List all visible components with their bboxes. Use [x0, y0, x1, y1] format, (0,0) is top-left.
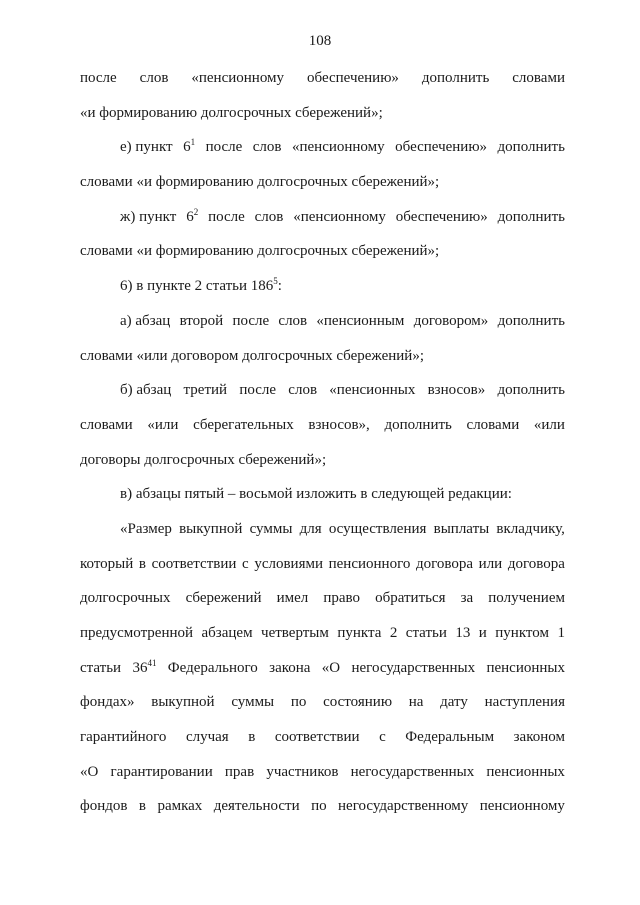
word: деятельности	[213, 798, 300, 815]
word: который	[80, 555, 134, 572]
word: долгосрочных	[80, 590, 171, 607]
word: осуществления	[328, 520, 427, 537]
word: соответствии	[274, 729, 360, 746]
word: с	[242, 555, 249, 572]
superscript: 2	[193, 206, 199, 217]
word: и	[478, 625, 487, 641]
word: $36^{41}$	[132, 657, 157, 676]
document-body	[80, 67, 565, 830]
word: дополнить	[497, 208, 565, 225]
word: выкупной	[151, 694, 215, 711]
word: негосударственных	[351, 659, 476, 676]
word: договора	[507, 555, 565, 572]
text-line	[80, 761, 565, 796]
word: «Размер	[120, 520, 172, 537]
word: слов	[139, 70, 169, 86]
word: за	[460, 590, 474, 607]
word: рамках	[157, 798, 203, 815]
word: с	[379, 729, 386, 746]
word: $6^2$	[186, 206, 199, 225]
text-line	[80, 240, 565, 275]
word: после	[232, 312, 270, 329]
word: словами	[466, 416, 520, 433]
word: гарантийного	[80, 729, 167, 746]
text-line	[80, 622, 565, 657]
word: ж) пункт	[120, 208, 177, 225]
superscript: 41	[147, 657, 157, 668]
word: пункта	[337, 625, 382, 641]
word: соответствии	[151, 555, 237, 572]
text-line	[80, 67, 565, 102]
line-text: словами «или договором долгосрочных сбережений»;	[80, 347, 424, 364]
line-text: договоры долгосрочных сбережений»;	[80, 451, 327, 468]
word: дополнить	[497, 312, 565, 329]
text-line	[80, 483, 565, 518]
text-line	[80, 275, 565, 310]
word: взносов»	[427, 382, 486, 399]
text-line	[80, 206, 565, 241]
word: Федерального	[167, 659, 258, 676]
word: вкладчику,	[496, 520, 565, 537]
word: статьи	[80, 659, 122, 676]
word: после	[80, 70, 117, 86]
word: после	[208, 208, 245, 225]
word: договора	[415, 555, 474, 572]
text-line	[80, 726, 565, 761]
word: выкупной	[179, 520, 243, 537]
line-text: 6) в пункте 2 статьи $186^5$:	[120, 276, 282, 295]
word: право	[323, 590, 361, 607]
line-text: в) абзацы пятый – восьмой изложить в следующей редакции:	[120, 486, 512, 503]
word: «О	[80, 763, 99, 780]
word: фондов	[80, 798, 128, 815]
word: 1	[557, 625, 565, 641]
word: или	[478, 555, 503, 572]
word: сберегательных	[193, 416, 294, 433]
word: негосударственных	[350, 763, 475, 780]
word: имел	[276, 590, 309, 607]
word: $6^1$	[183, 137, 196, 156]
word: словами	[80, 416, 133, 433]
word: четвертым	[261, 625, 329, 641]
word: в	[138, 555, 147, 572]
word: пенсионного	[328, 555, 411, 572]
word: Федеральным	[405, 729, 495, 746]
word: состоянию	[323, 694, 393, 711]
word: обратиться	[375, 590, 446, 607]
word: словами	[512, 70, 565, 86]
word: обеспечению»	[395, 139, 488, 156]
text-line	[80, 136, 565, 171]
text-line	[80, 414, 565, 449]
word: «пенсионному	[293, 208, 386, 225]
word: б) абзац	[120, 382, 172, 399]
word: участников	[266, 763, 339, 780]
word: взносов»,	[308, 416, 370, 433]
word: на	[408, 694, 424, 711]
superscript: 1	[190, 137, 196, 148]
word: слов	[278, 312, 308, 329]
word: слов	[254, 208, 284, 225]
word: законом	[513, 729, 565, 746]
text-line	[80, 518, 565, 553]
word: обеспечению»	[307, 70, 399, 86]
word: «пенсионному	[191, 70, 285, 86]
word: сбережений	[185, 590, 262, 607]
word: прав	[224, 763, 255, 780]
word: слов	[252, 139, 282, 156]
word: статьи	[405, 625, 447, 641]
text-line	[80, 310, 565, 345]
word: условиями	[254, 555, 323, 572]
word: «или	[147, 416, 179, 433]
line-text: «и формированию долгосрочных сбережений»;	[80, 104, 383, 121]
text-line	[80, 102, 565, 137]
word: случая	[185, 729, 229, 746]
word: предусмотренной	[80, 625, 194, 641]
word: по	[311, 798, 327, 815]
text-line	[80, 449, 565, 484]
word: третий	[183, 382, 228, 399]
text-line	[80, 657, 565, 692]
word: обеспечению»	[395, 208, 488, 225]
word: после	[239, 382, 277, 399]
word: по	[290, 694, 307, 711]
word: дополнить	[497, 382, 565, 399]
word: а) абзац	[120, 312, 171, 329]
page-number: 108	[308, 33, 332, 49]
word: пенсионному	[479, 798, 565, 815]
text-line	[80, 379, 565, 414]
word: наступления	[484, 694, 565, 711]
word: 2	[389, 625, 398, 641]
text-line	[80, 691, 565, 726]
word: слов	[288, 382, 318, 399]
word: негосударственному	[338, 798, 469, 815]
word: «пенсионным	[316, 312, 405, 329]
word: получением	[488, 590, 565, 607]
line-text: словами «и формированию долгосрочных сбережений»;	[80, 243, 440, 260]
text-line	[80, 345, 565, 380]
text-line	[80, 587, 565, 622]
word: дату	[440, 694, 468, 711]
word: дополнить	[384, 416, 452, 433]
superscript: 5	[273, 276, 278, 287]
word: 13	[455, 625, 471, 641]
word: е) пункт	[120, 139, 173, 156]
word: в	[138, 798, 146, 815]
word: в	[248, 729, 256, 746]
word: дополнить	[421, 70, 490, 86]
word: гарантировании	[110, 763, 213, 780]
word: абзацем	[201, 625, 253, 641]
word: пенсионных	[486, 763, 565, 780]
text-line	[80, 553, 565, 588]
text-line	[80, 171, 565, 206]
word: пенсионных	[486, 659, 565, 676]
word: выплаты	[433, 520, 490, 537]
word: суммы	[249, 520, 293, 537]
word: «пенсионных	[329, 382, 416, 399]
word: после	[205, 139, 243, 156]
line-text: словами «и формированию долгосрочных сбережений»;	[80, 174, 440, 191]
word: «пенсионному	[291, 139, 385, 156]
word: «О	[321, 659, 341, 676]
word: фондах»	[80, 694, 135, 711]
word: «или	[533, 416, 565, 433]
word: для	[299, 520, 322, 537]
word: суммы	[231, 694, 275, 711]
text-line	[80, 795, 565, 830]
word: второй	[179, 312, 224, 329]
word: закона	[269, 659, 311, 676]
word: договором»	[413, 312, 489, 329]
word: дополнить	[497, 139, 565, 156]
word: пунктом	[495, 625, 549, 641]
